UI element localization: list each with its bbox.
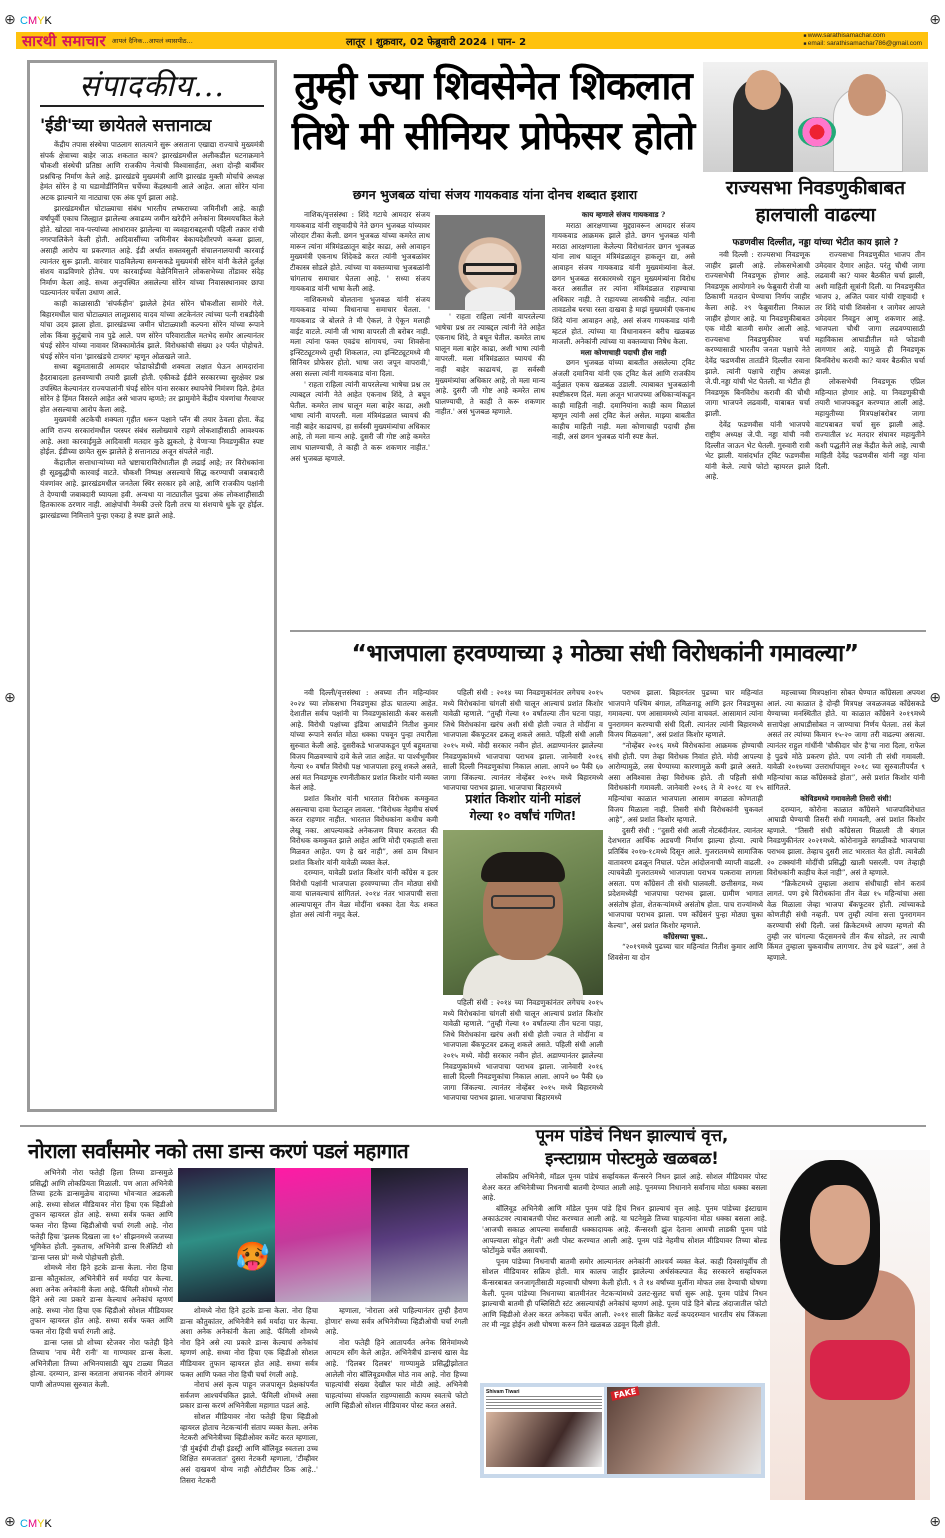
crosshair-icon: ⊕ [929, 690, 941, 706]
pk-column-2: पहिली संधी : २०१४ च्या निवडणुकांनंतर लगेचच २०१५ मध्ये विरोधकांना चांगली संधी चालून आल्याचं प्रशांत किशोर यावेळी म्हणाले. “तुम्ही गेल्या १० वर्षांतल्या तीन घटना पाहा, जिथे विरोधकांना खरंच अशी संधी होती ज्यात ते मोदींना व भाजपाला बॅकफूटवर ढकलू शकले असते. पहिली संधी आली २०१५ मध्ये. मोदी सरकार नवीन होतं. अडाण्यानंतर झालेल्या निवडणुकांमध्ये भाजपाचा पराभव झाला. जानेवारी २०१६ साली दिल्ली निवडणुकांचा निकाल आला. आपने ७० पैकी ६७ जागा जिंकल्या. त्यानंतर नोव्हेंबर २०१५ मध्ये बिहारमध्ये भाजपाचा पराभव झाला. भाजपाचा बिहारमध्ये [443, 688, 603, 793]
pk-headline: “भाजपाला हरवण्याच्या ३ मोठ्या संधी विरोधकांनी गमावल्या” [351, 639, 859, 667]
editorial-section [27, 60, 277, 1112]
paragraph: काही काळासाठी 'संपर्कहीन' झालेले हेमंत सोरेन चौकशीला सामोरे गेले. बिहारमधील चारा घोटाळ्यात लालूप्रसाद यादव यांच्या अटकेनंतर त्यांच्या पत्नी राबडीदेवी यांचा उदय झाला होता. झारखंडच्या जमीन घोटाळ्याशी कल्पना सोरेन यांच्या रूपाने लोक किंवा कुटुंबाचे नाव पुढे आले. पण सोरेन परिवारातील मतभेद समोर आल्यानंतर चंपई सोरेन यांच्या नावावर शिक्कामोर्तब झाले. विरोधकांची संख्या ३२ पर्यंत पोहोचते. चंपई सोरेन यांना 'झारखंडचे टायगर' म्हणून ओळखले जाते. [40, 298, 264, 361]
section-heading: काँग्रेसच्या चुका.. [663, 931, 708, 941]
poonam-body: लोकप्रिय अभिनेत्री, मॉडल पूनम पांडेचं सर्व्हायकल कॅन्सरने निधन झालं आहे. सोशल मीडियावर पोस्ट शेअर करत अभिनेत्रीच्या निधनाची बातमी देण्यात आली आहे. पूनमच्या निधानाने सर्वांनाच मोठा धक्का बसला आहे. बॉलिवूड अभिनेत्री आणि मॉडेल पूनम पांडे हिचं निधन झाल्याचं वृत्त आहे. पूनम पांडेच्या इंस्टाग्राम अकाऊंटवर त्याबाबतची पोस्ट करण्यात आली आहे. या घटनेमुळे तिच्या चाहत्यांना मोठा धक्का बसला आहे. 'आजची सकाळ आपल्या सर्वांसाठी धक्कादायक आहे. कॅन्सरशी झुंज देताना आमची लाडकी पूनम पांडे आपल्याला सोडून गेली' अशी पोस्ट करण्यात आली आहे. पूनम पांडे नेहमीच सोशल मीडियावर तिच्या बोल्ड फोटोंमुळे चर्चेत असायची. पूनम पांडेच्या निधनाची बातमी समोर आल्यानंतर अनेकांनी आश्चर्य व्यक्त केलं. काही दिवसांपूर्वीच ती सोशल मीडियावर सक्रिय होती. मात्र कालच जाहीर झालेल्या अर्थसंकल्पात केंद्र सरकारने सर्व्हायकल कॅन्सरबाबत जनजागृतीसाठी महत्त्वाची घोषणा केली होती. ९ ते १४ वर्षांच्या मुलींना मोफत लस देण्याची घोषणा केली. पूनम पांडेच्या निधनाच्या बातमीनंतर नेटकऱ्यांमध्ये उलट-सुलट चर्चा सुरू आहे. पूनम पांडेचं निधन झाल्याची बातमी ही पब्लिसिटी स्टंट असल्याचंही अनेकांचं म्हणणं आहे. पूनम पांडे हिने बोल्ड अंदाजातील फोटो आणि व्हिडीओ शेअर करत अनेकदा चर्चेत आली. २०११ साली क्रिकेट वर्ल्ड कपदरम्यान भारतीय संघ जिंकला तर मी न्यूड होईन अशी घोषणा करुन तिने खळबळ उडवून दिली होती. [482, 1172, 767, 1330]
rajyasabha-subheadline: फडणवीस दिल्लीत, नड्डा यांच्या भेटीत काय झाले ? [732, 238, 899, 248]
lead-subheadline: छगन भुजबळ यांचा संजय गायकवाड यांना दोनच शब्दात इशारा [352, 187, 638, 202]
nora-fatehi-dance-collage [178, 1168, 468, 1302]
crosshair-icon: ⊕ [929, 1514, 941, 1530]
instagram-post-collage [480, 1383, 765, 1478]
fake-label: FAKE [610, 1386, 640, 1401]
poonam-pandey-photo [770, 1150, 930, 1500]
lead-column-2: काय म्हणाले संजय गायकवाड ? मराठा आरक्षणाच्या मुद्द्यावरून आमदार संजय गायकवाड आक्रमक झाले होते. छगन भुजबळ यांनी मराठा आरक्षणाला केलेल्या विरोधानंतर छगन भुजबळ यांना लाथ घालून मंत्रिमंडळातून हाकलून द्या, असे आवाहन संजय गायकवाड यांनी मुख्यमंत्र्यांना केलं. छगन भुजबळ सरकारमध्ये राहून मुख्यमंत्र्यांना विरोध करत असतील तर त्यांना मंत्रिमंडळात राहण्याचा अधिकार नाही. ते राहायच्या लायकीचे नाहीत. त्यांना तावडतोब घरचा रस्ता दाखवा हे माझं मुख्यमंत्री एकनाथ शिंदे यांना आवाहन आहे, असं संजय गायकवाड यांनी म्हटलं होतं. त्यांच्या या विधानावरुन बरीच खळबळ माजली. अनेकांनी त्यांच्या या वक्तव्याचा निषेध केला. मला कोणाचाही पदाची हौस नाही छगन भुजबळ यांच्या बाबतीत असलेल्या ट्विट अंजली दमानिया यांनी एक ट्विट केलं आणि राजकीय वर्तुळात एकच खळबळ उडाली. त्याबाबत भुजबळांनी स्पष्टीकरण दिलं. मला अजून भाजपच्या अधिकाऱ्यांकडून काही माहिती नाही. दमानियांना काही काम मिळालं म्हणून त्यांनी असं ट्विट केलं असेल. माझ्या बाबतीत काहीच माहिती नाही. मला कोणाचाही पदाची हौस नाही, असं छगन भुजबळ यांनी स्पष्ट केलं. [552, 210, 695, 442]
nora-column-3: म्हणाला, 'नोराला असे पाहिल्यानंतर तुम्ही हैराण होणार' सध्या सर्वत्र अभिनेत्रीच्या व्हिडीओची चर्चा रंगली आहे. नोरा फतेही हिने आतापर्यंत अनेक सिनेमांमध्ये आयटम सॉंग केले आहेत. अभिनेत्रीचं डान्सचं खास वेड आहे. 'दिलबर दिलबर' गाण्यामुळे प्रसिद्धीझोतात आलेली नोरा बॉलिवूडमधील मोठं नाव आहे. नोरा हिच्या चाहत्यांची संख्या देखील फार मोठी आहे. अभिनेत्री चाहत्यांच्या संपर्कात राहण्यासाठी कायम स्वतःचे फोटो आणि व्हिडीओ सोशल मीडियावर पोस्ट करत असते. [325, 1306, 468, 1411]
paragraph: केंद्रीय तपास संस्थेचा पाठलाग सातत्याने सुरू असताना एखाद्या राज्याचे मुख्यमंत्री संपर्क क्षेत्राच्या बाहेर जाऊ शकतात काय? झारखंडमधील अलीकडील घटनाक्रमाने चौकशी संस्थेची प्रतिष्ठा आणि राजकीय नेत्यांची विश्वासार्हता, अशा दोन्ही बाबींवर प्रश्नचिन्ह निर्माण केले आहे. झारखंडचे मुख्यमंत्री आणि झारखंड मुक्ती मोर्चाचे अध्यक्ष हेमंत सोरेन हे या घडामोडींनिमित्त चर्चेच्या केंद्रस्थानी आले आहेत. आता सोरेन यांना अटक झाल्याने या नाट्याचा एक अंक पूर्ण झाला आहे. [40, 140, 264, 202]
crosshair-icon: ⊕ [4, 12, 16, 28]
rajyasabha-column-2: राज्यसभा निवडणुकीत भाजप तीन उमेदवार देणार आहेत. परंतु चौथी जागा लढवावी का? यावर बैठकीत चर्चा झाली, अशी माहिती सूत्रांनी दिली. या निवडणुकीत भाजप ३, अजित पवार यांची राष्ट्रवादी १ तर शिंदे यांची शिवसेना १ जागेवर आपले उमेदवार निवडून आणू शकणार आहे. भाजपला चौथी जागा लढवण्यासाठी महाविकास आघाडीतील मते फोडावी लागणार आहे. यामुळे ही निवडणूक बिनविरोध करावी का? यावर बैठकीत चर्चा झाली. लोकसभेची निवडणूक एप्रिल महिन्यात होणार आहे. या निवडणुकीची तयारी भाजपकडून करण्यात आली आहे. महायुतीच्या मित्रपक्षांबरोबर जागा वाटपबाबत चर्चा सुरु झाली आहे. राज्यातील ४८ मतदार संघावर महायुतीने कशी पद्धतीने लक्ष केंद्रीत केले आहे, त्याची माहिती देवेंद्र फडणवीस यांनी नड्डा यांना दिली. [815, 250, 925, 471]
nora-headline: नोराला सर्वांसमोर नको तसा डान्स करणं पडलं महागात [28, 1139, 408, 1163]
lead-column-1: नाशिक/वृत्तसंस्था : शिंदे गटाचे आमदार संजय गायकवाड यांनी राष्ट्रवादीचे नेते छगन भुजबळ यांच्यावर जोरदार टीका केली. छगन भुजबळ यांच्या कमरेत लाथ मारून त्यांना मंत्रिमंडळातून बाहेर काढा, असे आवाहन मुख्यमंत्री एकनाथ शिंदेकडे करत त्यांनी भुजबळांवर टीकास्त्र सोडले होते. त्यांच्या या वक्तव्याचा भुजबळांनी चांगलाच समाचार घेतला आहे. ' सध्या संजय गायकवाड यांनी भाषा केली आहे. नाशिकमध्ये बोलताना भुजबळ यांनी संजय गायकवाड यांच्या विधानाचा समाचार घेतला. ' गायकवाड जे बोलले ते मी ऐकलं, ते ऐकून मलाही वाईट वाटले. त्यांनी जी भाषा वापरली ती बरोबर नाही. मला त्यांना फक्त एवढंच सांगायचं, ज्या शिवसेना इन्स्टिट्यूटमध्ये तुम्ही शिकलात, त्या इन्स्टिट्यूटमध्ये मी सिनियर प्रोफेसर होतो. भाषा जरा जपून वापरावी,' असा सल्ला त्यांनी गायकवाड यांना दिला. ' राहता राहिला त्यांनी वापरलेल्या भाषेचा प्रश्न तर त्याबद्दल त्यांनी नेते आहेत एकनाथ शिंदे, ते बघून घेतील. कमरेत लाथ घालून मला बाहेर काढा, अशी भाषा त्यांनी वापरली. मला मंत्रिमंडळात घ्यायचं की नाही बाहेर काढायचं, हा सर्वस्वी मुख्यमंत्र्यांचा अधिकार आहे, तो मला मान्य आहे. दुसरी जी गोष्ट आहे कमरेत लाथ घालण्याची, ते काही ते करू शकणार नाहीत.' असं भुजबळ म्हणाले. [290, 210, 430, 463]
lead-headline: तुम्ही ज्या शिवसेनेत शिकलात तिथे मी सीनियर प्रोफेसर होतो [291, 64, 695, 159]
dateline: लातूर । शुक्रवार, 02 फेब्रुवारी 2024 । पान- 2 [346, 37, 527, 48]
fadnavis-nadda-meeting-photo [703, 62, 928, 172]
divider [20, 1125, 926, 1127]
section-heading: काय म्हणाले संजय गायकवाड ? [581, 210, 666, 219]
editorial-kicker: संपादकीय... [40, 69, 264, 107]
editorial-title: 'ईडी'च्या छायेतले सत्तानाट्य [40, 116, 212, 136]
tagline: आपलं दैनिक...आपलं व्यासपीठ... [111, 37, 193, 45]
newspaper-brand: सारथी समाचार [22, 31, 106, 50]
rajyasabha-headline: राज्यसभा निवडणुकीबाबत हालचाली वाढल्या [725, 177, 906, 226]
rajyasabha-column-1: नवी दिल्ली : राज्यसभा निवडणूक जाहीर झाली आहे. लोकसभेआधी राज्यसभेची निवडणूक होणार आहे. निवडणूक आयोगाने २७ फेब्रुवारी रोजी या ठिकाणी मतदान घेण्याचा निर्णय जाहीर केला आहे. २९ फेब्रुवारीला निकाल जाहीर होणार आहे. या निवडणुकीबाबत एक मोठी बातमी समोर आली आहे. राज्यसभा निवडणुकीवर चर्चा करण्यासाठी भारतीय जनता पक्षाचे नेते देवेंद्र फडणवीस तातडीने दिल्लीत रवाना झाले. त्यांनी पक्षाचे राष्ट्रीय अध्यक्ष जे.पी.नड्डा यांची भेट घेतली. या भेटीत ही निवडणूक बिनविरोध करावी की चौथी जागा भाजपने लढवावी, याबाबत चर्चा झाली. देवेंद्र फडणवीस यांनी भाजपचे राष्ट्रीय अध्यक्ष जे.पी. नड्डा यांची नवी दिल्लीत जाऊन भेट घेतली. गुरुवारी रात्री भेट झाली. यासंदर्भात ट्विट फडणवीस यांनी केले. त्याचे फोटो व्हायरल झाले आहे. [705, 250, 810, 482]
cmyk-color-bar: CMYK [20, 1518, 52, 1530]
crosshair-icon: ⊕ [4, 1514, 16, 1530]
paragraph: सध्या बहुमतासाठी आमदार फोडाफोडीची शक्यता लक्षात घेऊन आमदारांना हैदराबादला हलवण्याची तयारी झाली होती. एकीकडे ईडीने सरकारच्या सुरक्षेवर प्रश्न उपस्थित केल्यानंतर राज्यपालांनी चंपई सोरेन यांना सरकार स्थापनेचे निमंत्रण दिले. हेमंत सोरेन हे हिंमत विसरले आहेत असे भाजप म्हणते; तर झामुमोने केंद्रीय यंत्रणांचा गैरवापर होत असल्याचा आरोप केला आहे. [40, 362, 264, 414]
lead-column-1b: ' राहता राहिला त्यांनी वापरलेल्या भाषेचा प्रश्न तर त्याबद्दल त्यांनी नेते आहेत एकनाथ शिंदे, ते बघून घेतील. कमरेत लाथ घालून मला बाहेर काढा, अशी भाषा त्यांनी वापरली. मला मंत्रिमंडळात घ्यायचं की नाही बाहेर काढायचं, हा सर्वस्वी मुख्यमंत्र्यांचा अधिकार आहे, तो मला मान्य आहे. दुसरी जी गोष्ट आहे कमरेत लाथ घालण्याची, ते काही ते करू शकणार नाहीत.' असं भुजबळ म्हणाले. [435, 312, 545, 417]
poonam-headline: पूनम पांडेचं निधन झाल्याचं वृत्त, इन्स्टाग्राम पोस्टमुळे खळबळ! [535, 1126, 729, 1168]
section-heading: कोविडमध्ये गमावलेली तिसरी संधी! [800, 793, 892, 803]
pk-column-1: नवी दिल्ली/वृत्तसंस्था : अवघ्या तीन महिन्यांवर २०२४ च्या लोकसभा निवडणुका होऊ घातल्या आहेत. देशातील सर्वच पक्षांनी या निवडणुकांसाठी कंबर कसली आहे. विरोधी पक्षांच्या इंडिया आघाडीने नितीश कुमार यांच्या रूपाने सर्वात मोठा धक्का पचवून पुन्हा तयारीला सुरुवात केली आहे. दुसरीकडे भाजपाकडून पूर्ण बहुमताचा विजय मिळवण्याचे दावे केले जात आहेत. या पार्श्वभूमीवर गेल्या १० वर्षांत विरोधी पक्ष भाजपाला हरवू शकले असते, असं मत निवडणूक रणनीतीकार प्रशांत किशोर यांनी व्यक्त केलं आहे. प्रशांत किशोर यांनी भारतात विरोधक कमकुवत असल्याचा दावा फेटाळून लावला. “विरोधक नेहमीच संघर्ष करत राहणार नाहीत. भारतात विरोधकांना कधीच कमी लेखू नका. आपल्याकडे अनेकजण विचार करतात की विरोधक कमकुवत झाले आहेत आणि मोदी एकहाती सत्ता मिळवत आहेत. पण हे खरं नाही”, असं ठाम विधान प्रशांत किशोर यांनी यावेळी व्यक्त केलं. दरम्यान, यावेळी प्रशांत किशोर यांनी काँग्रेस व इतर विरोधी पक्षांनी भाजपाला हरवण्याच्या तीन मोठ्या संधी वाया घालवल्याचं सांगितलं. २०१४ नंतर भाजपाची सत्ता आल्यापासून तीन वेळा मोदींना धक्का देता येऊ शकत होता असं त्यांनी नमूद केलं. [290, 688, 438, 920]
crosshair-icon: ⊕ [929, 12, 941, 28]
pk-column-3: पराभव झाला. बिहारनंतर पुढच्या चार महिन्यांत भाजपाने पश्चिम बंगाल, तमिळनाडू आणि इतर निवडणुका गमावल्या. पण आसाममध्ये त्यांना वाचवलं. आसामानं त्यांना पुनरागमन करण्याची संधी दिली. त्यानंतर त्यांनी बिहारमध्ये विजय मिळवला”, असं प्रशांत किशोर म्हणाले. “नोव्हेंबर २०१६ मध्ये विरोधकांना आक्रमक होण्याची संधी होती. पण तेव्हा विरोधक निवांत होते. मोदी आपल्या आरोग्यामुळे, लस घेण्याच्या कारणामुळे कमी झाले असते. असा अविश्वास तेव्हा विरोधक होते. ती पहिली संधी विरोधकांनी गमावली. जानेवारी २०१६ ते मे २०१८ या १५ महिन्यांचा काळात भाजपाला आसाम वगळता कोणताही विजय मिळाला नाही. तिसरी संधी विरोधकांनी चुकवलं आहे”, असं प्रशांत किशोर म्हणाले. दुसरी संधी : “दुसरी संधी आली नोटबंदीनंतर. त्यानंतर देशभरात आर्थिक अडचणी निर्माण झाल्या होत्या. त्याचे प्रतिबिंब २०१७-१८मध्ये दिसून आले. गुजरातमध्ये सामाजिक वातावरण ढवळून निघालं. पटेल आंदोलनाची व्याप्ती वाढली. त्याचवेळी गुजरातमध्ये भाजपाला पराभव पत्करावा लागला असता. पण काँग्रेसनं ती संधी घालवली. छत्तीसगड, मध्य प्रदेशमध्येही भाजपाचा पराभव झाला. ग्रामीण भागात असंतोष होता, शेतकऱ्यांमध्ये असंतोष होता. पाच राज्यांमध्ये भाजपाचा पराभव झाला. पण काँग्रेसनं पुन्हा मोठ्या चुका केल्या”, असं प्रशांत किशोर म्हणाले. काँग्रेसच्या चुका.. “२०१९मध्ये पुढच्या चार महिन्यांत नितीश कुमार आणि शिवसेना या दोन [608, 688, 763, 962]
prashant-kishor-photo [443, 830, 603, 995]
nora-column-1: अभिनेत्री नोरा फतेही हिला तिच्या डान्समुळे प्रसिद्धी आणि लोकप्रियता मिळाली. पण आता अभिनेत्री तिच्या हटके डान्समुळेच वादाच्या भोवऱ्यात अडकली आहे. सध्या सोशल मीडियावर नोरा हिचा एक व्हिडीओ तुफान व्हायरल होत आहे. सध्या सर्वत्र फक्त आणि फक्त नोरा हिच्या व्हिडीओची चर्चा रंगली आहे. नोरा फतेही हिचा 'झलक दिखला जा १०' सीझनमध्ये जजच्या भूमिकेत होती. नुकताच, अभिनेत्री डान्स रिॲलिटी शो 'डान्स प्लस प्रो' मध्ये पोहोचली होती. शोमध्ये नोरा हिने हटके डान्स केला. नोरा हिचा डान्स कौतुकांतर, अभिनेत्रीने सर्व मर्यादा पार केल्या. अशा अनेक अनेकांनी केला आहे. फॅमिली शोमध्ये नोरा हिने असे त्या प्रकारे डान्स केल्याचं अनेकांचं म्हणणं आहे. सध्या नोरा हिचा एक व्हिडीओ सोशल मीडियावर तुफान व्हायरल होत आहे. सध्या सर्वत्र फक्त आणि फक्त नोरा हिची चर्चा रंगली आहे. डान्स प्लस प्रो शोच्या स्टेजवर नोरा फतेही हिने तिच्याच 'नाच मेरी रानी' या गाण्यावर डान्स केला. अभिनेत्रीला तिच्या अभिनयासाठी खूप टाळ्या मिळत होत्या. दरम्यान, डान्स करताना अचानक नोराने अंगावर पाणी ओतण्यास सुरुवात केली. [30, 1168, 174, 1389]
pk-inset-headline: प्रशांत किशोर यांनी मांडलं गेल्या १० वर्षांचं गणित! [465, 791, 581, 823]
cmyk-color-bar: CMYK [20, 15, 52, 27]
email-link[interactable]: ■ email: sarathisamachar786@gmail.com [803, 40, 922, 48]
post-author: Shivam Tiwari [486, 1389, 520, 1395]
contact-info [803, 32, 922, 48]
social-post-screenshot [484, 1387, 604, 1474]
masthead [16, 32, 928, 49]
hot-face-emoji-icon: 🥵 [235, 1240, 270, 1273]
paragraph: मुख्यमंत्री अटकेची शक्यता गृहीत धरून पक्षाने प्लॅन बी तयार ठेवला होता. केंद्र आणि राज्य सरकारांमधील परस्पर संबंध सलोख्याचे राहणे लोकशाहीसाठी आवश्यक आहे. अशा कारवाईमुळे आदिवासी मतदार कुठे झुकतो, हे येणाऱ्या निवडणुकीत स्पष्ट होईल. ईडीच्या छायेत सुरू झालेले हे सत्तानाट्य अजून संपलेले नाही. [40, 415, 264, 457]
paragraph: झारखंडमधील घोटाळ्याचा संबंध भारतीय लष्कराच्या जमिनीशी आहे. काही वर्षांपूर्वी एकाच जिल्ह्यात झालेल्या अवाढव्य जमीन खरेदीने अनेकांना विस्मयचकित केले होते. खोट्या नाव-पत्त्यांच्या आधारावर झालेल्या या व्यवहाराबद्दलची पहिली तक्रार रांची नगरपालिकेने केली होती. आदिवासींच्या जमिनीवर बेकायदेशीरपणे कब्जा झाला, असाही आरोप या प्रकरणात आहे. ईडी अर्थात सक्तवसुली संचालनालयाची कारवाई त्यानंतर सुरू झाली. वारंवार पाठविलेल्या समन्सकडे मुख्यमंत्री सोरेन यांनी केलेले दुर्लक्ष संशय वाढविणारे होतेच. पण कारवाईच्या वेळेनिमित्ताने लोकसभेच्या तोंडावर संदेह निर्माण केला आहे. सध्या अनुपस्थित असलेल्या सोरेन यांच्या निवासस्थानावर छापा पडल्यानंतर चर्चेला उधाण आले. [40, 203, 264, 298]
paragraph: केंद्रातील सत्ताधाऱ्यांच्या मते भ्रष्टाचाराविरोधातील ही लढाई आहे; तर विरोधकांना ही सूडबुद्धीची कारवाई वाटते. चौकशी निष्पक्ष असल्याचे सिद्ध करण्याची जबाबदारी यंत्रणांवर आहे. झारखंडमधील जनतेला स्थिर सरकार हवे आहे, आणि राजकीय पक्षांनी ते देण्याची जबाबदारी घ्यायला हवी. अन्यथा या नाट्यातील पुढचा अंक लोकशाहीसाठी हितकारक ठरणार नाही. आक्षेपांची नेमकी उत्तरे दिली तरच या संशयाचे धुके दूर होईल. झारखंडच्या निमित्ताने पुन्हा एकदा हे स्पष्ट झाले आहे. [40, 457, 264, 520]
chhagan-bhujbal-photo [435, 215, 545, 310]
nora-column-2: शोमध्ये नोरा हिने हटके डान्स केला. नोरा हिचा डान्स कौतुकांतर, अभिनेत्रीने सर्व मर्यादा पार केल्या. अशा अनेक अनेकांनी केला आहे. फॅमिली शोमध्ये नोरा हिने असे त्या प्रकारे डान्स केल्याचं अनेकांचं म्हणणं आहे. सध्या नोरा हिचा एक व्हिडीओ सोशल मीडियावर तुफान व्हायरल होत आहे. सध्या सर्वत्र फक्त आणि फक्त नोरा हिची चर्चा रंगली आहे. नोराचं असं कृत्य पाहून जजपासून प्रेक्षकांपर्यंत सर्वजण आश्चर्यचकित झाले. फॅमिली शोमध्ये असा प्रकार डान्स करणं अभिनेत्रीला महागात पडलं आहे. सोशल मीडियावर नोरा फतेही हिचा व्हिडीओ व्हायरल होताच नेटकऱ्यांनी संताप व्यक्त केला. अनेक नेटकरी अभिनेत्रीच्या व्हिडीओवर कमेंट करत म्हणाला, 'ही मुंबईची टीव्ही इंडस्ट्री आणि बॉलिवूड स्वतःला उच्च शिक्षित समजतात' दुसरा नेटकरी म्हणाला, 'टीव्हीवर असं दाखवणं योग्य नाही ओटीटीवर ठिक आहे..' तिसरा नेटकरी [180, 1306, 318, 1485]
divider [290, 630, 926, 632]
pk-column-4: महत्त्वाच्या मित्रपक्षांना सोबत घेण्यात काँग्रेसला अपयश आलं. त्या काळात हे दोन्ही मित्रपक्ष जवळजवळ काँग्रेसकडे येण्याच्या मनस्थितीत होते. या काळात काँग्रेसने २०१९मध्ये सत्तापेक्षा आघाडीसोबत न जाण्याचा निर्णय घेतला. तसं केलं असतं तर त्यांच्या किमान १५-२० जागा तरी वाढल्या असत्या. त्यानंतर राहुल गांधींनी 'चौकीदार चोर है'चा नारा दिला, राफेल हे पुढचे मोठे प्रकरण होते. पण त्यांनी ती संधी गमावली. यावेळी २०१७च्या उत्तरार्धापासून २०१८ च्या सुरुवातीपर्यंत ९ महिन्यांचा काळ काँग्रेसकडे होता”, असे प्रशांत किशोर यांनी सांगितले. कोविडमध्ये गमावलेली तिसरी संधी! दरम्यान, कोरोना काळात काँग्रेसने भाजपाविरोधात आघाडी घेण्याची तिसरी संधी गमावली, असं प्रशांत किशोर म्हणाले. “तिसरी संधी काँग्रेसला मिळाली ती बंगाल निवडणुकीनंतर २०२१मध्ये. कोरोनामुळे सगळीकडे भाजपाचा पराभव झाला. तेव्हाच दुसरी लाट भारतात येत होती. त्यावेळी २० टक्क्यांनी मोदींची प्रसिद्धी खाली घसरली. पण तेव्हाही विरोधकांनी काहीच केलं नाही”, असं ते म्हणाले. “क्रिकेटमध्ये तुम्हाला अशाच संधीचाही सोनं करावं लागतं. पण इथे विरोधकांना तीन वेळा १५ महिन्यांचा असा वेळ मिळाला जेव्हा भाजपा बॅकफूटवर होती. त्यांच्याकडे कोणतीही संधी नव्हती. पण तुम्ही त्यांना सत्ता पुनरागमन करण्याची संधी दिली. जसं क्रिकेटमध्ये आपण म्हणतो की तुम्ही जर चांगल्या फॅट्समनचे तीन कॅच सोडले, तर त्याची किंमत तुम्हाला चुकवावीच लागणार. तेच इथे घडलं”, असं ते म्हणाले. [767, 688, 925, 962]
section-heading: मला कोणाचाही पदाची हौस नाही [580, 347, 667, 357]
fake-news-image [607, 1387, 761, 1474]
pk-column-2b: पहिली संधी : २०१४ च्या निवडणुकांनंतर लगेचच २०१५ मध्ये विरोधकांना चांगली संधी चालून आल्याचं प्रशांत किशोर यावेळी म्हणाले. “तुम्ही गेल्या १० वर्षांतल्या तीन घटना पाहा, जिथे विरोधकांना खरंच अशी संधी होती ज्यात ते मोदींना व भाजपाला बॅकफूटवर ढकलू शकले असते. पहिली संधी आली २०१५ मध्ये. मोदी सरकार नवीन होतं. अडाण्यानंतर झालेल्या निवडणुकांमध्ये भाजपाचा पराभव झाला. जानेवारी २०१६ साली दिल्ली निवडणुकांचा निकाल आला. आपने ७० पैकी ६७ जागा जिंकल्या. त्यानंतर नोव्हेंबर २०१५ मध्ये बिहारमध्ये भाजपाचा पराभव झाला. भाजपाचा बिहारमध्ये [443, 998, 603, 1103]
crosshair-icon: ⊕ [4, 690, 16, 706]
website-link[interactable]: ■ www.sarathisamachar.com [803, 32, 922, 40]
editorial-body [40, 140, 264, 521]
